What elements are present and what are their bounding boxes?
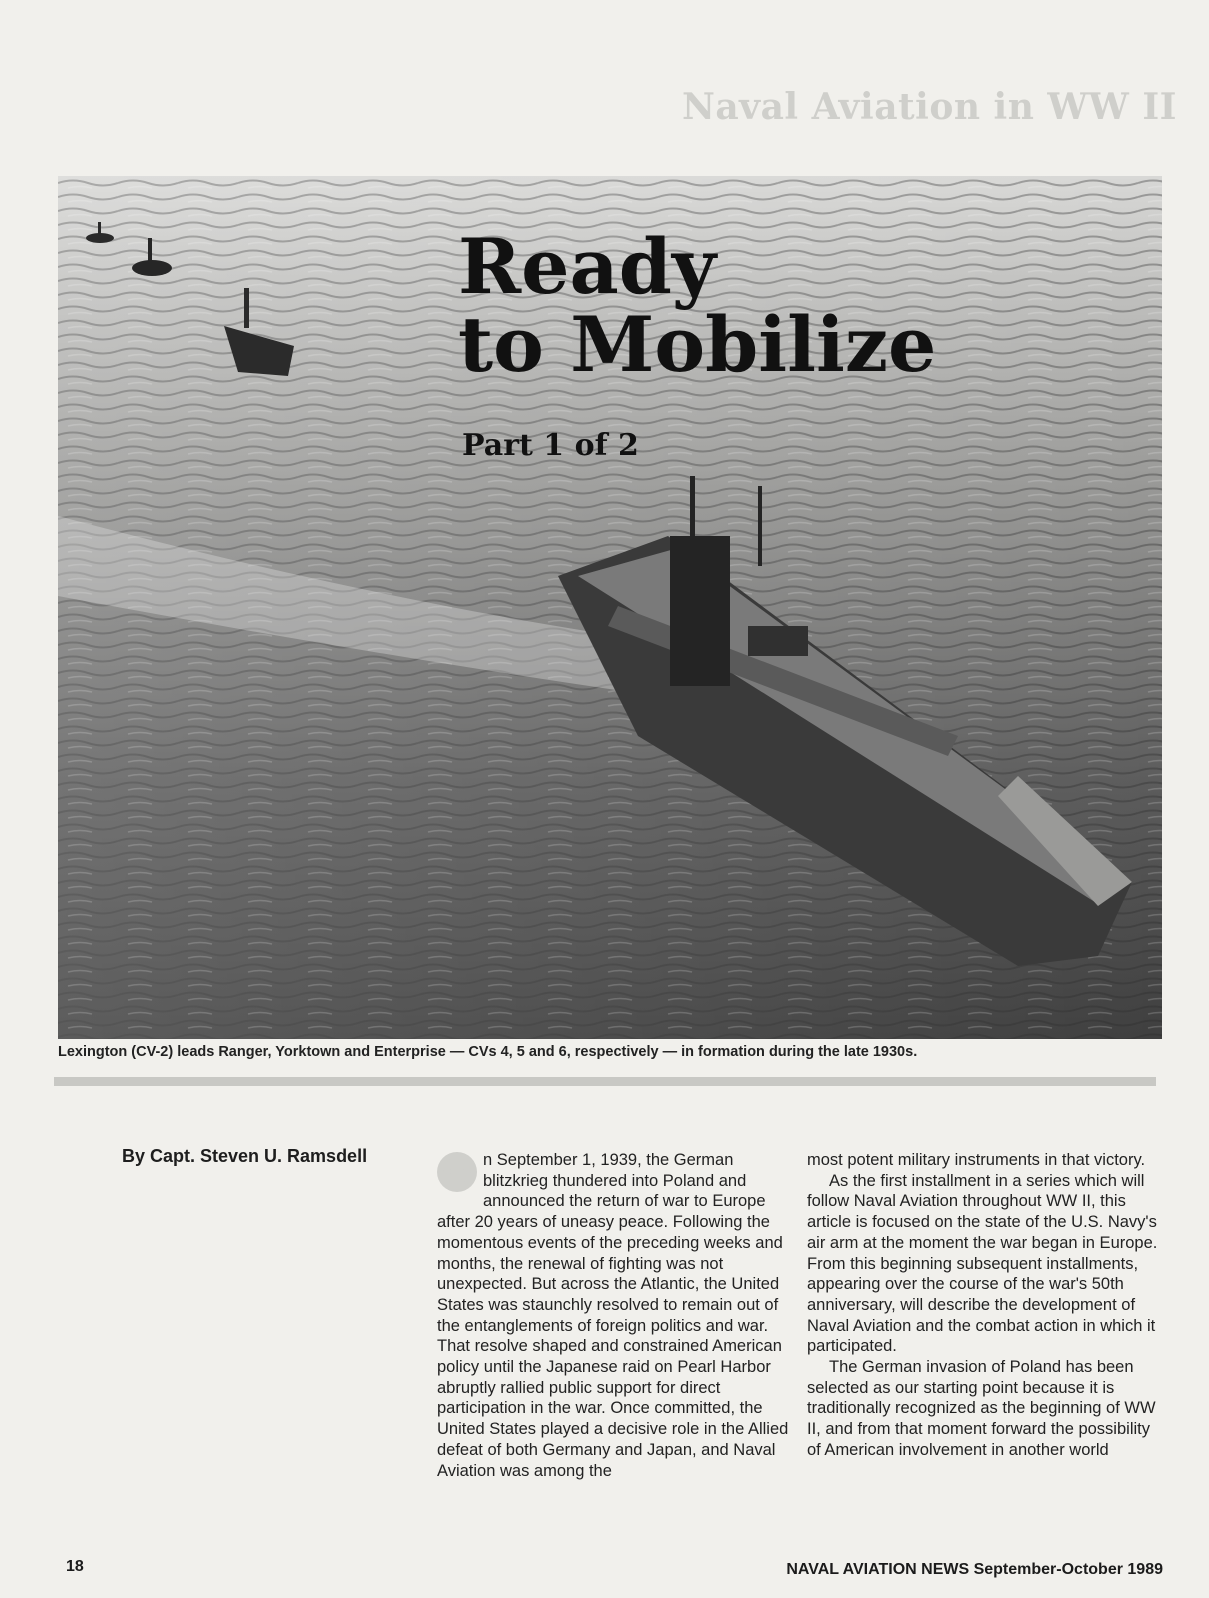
- column-2-paragraph-3: The German invasion of Poland has been selected as our starting point because it is traditionally recognized as the beginning of WW II, and from that moment forward the possibility of American involvement in another world: [807, 1358, 1156, 1459]
- publication-footer: NAVAL AVIATION NEWS September-October 1989: [786, 1561, 1163, 1578]
- title-line-1: Ready: [458, 222, 717, 311]
- photo-caption: Lexington (CV-2) leads Ranger, Yorktown and Enterprise — CVs 4, 5 and 6, respectively — in formation during the late 1930s.: [58, 1044, 918, 1060]
- title-line-2: to Mobilize: [458, 300, 937, 389]
- carrier-formation-photo: [58, 176, 1162, 1039]
- column-2-paragraph-2: As the first installment in a series which will follow Naval Aviation throughout WW II, this article is focused on the state of the U.S. Navy's air arm at the moment the war began in Europe. From this beginning subsequent installments, appearing over the course of the war's 50th anniversary, will describe the development of Naval Aviation and the combat action in which it participated.: [807, 1171, 1158, 1356]
- body-column-2: [807, 1150, 1163, 1461]
- column-2-paragraph-1: most potent military instruments in that victory.: [807, 1151, 1146, 1169]
- section-divider: [54, 1077, 1156, 1086]
- body-column-1: [437, 1150, 793, 1481]
- drop-cap: O: [437, 1152, 477, 1192]
- article-title: [458, 222, 937, 389]
- byline: By Capt. Steven U. Ramsdell: [122, 1146, 368, 1166]
- series-header: Naval Aviation in WW II: [681, 86, 1177, 128]
- article-subtitle: Part 1 of 2: [462, 428, 639, 463]
- column-1-text: n September 1, 1939, the German blitzkrieg thundered into Poland and announced the return of war to Europe after 20 years of uneasy peace. Following the momentous events of the preceding weeks and months, the renewal of fighting was not unexpected. But across the Atlantic, the United States was staunchly resolved to remain out of the entanglements of foreign politics and war. That resolve shaped and constrained American policy until the Japanese raid on Pearl Harbor abruptly rallied public support for direct participation in the war. Once committed, the United States played a decisive role in the Allied defeat of both Germany and Japan, and Naval Aviation was among the: [437, 1151, 789, 1480]
- page-number: 18: [66, 1558, 84, 1575]
